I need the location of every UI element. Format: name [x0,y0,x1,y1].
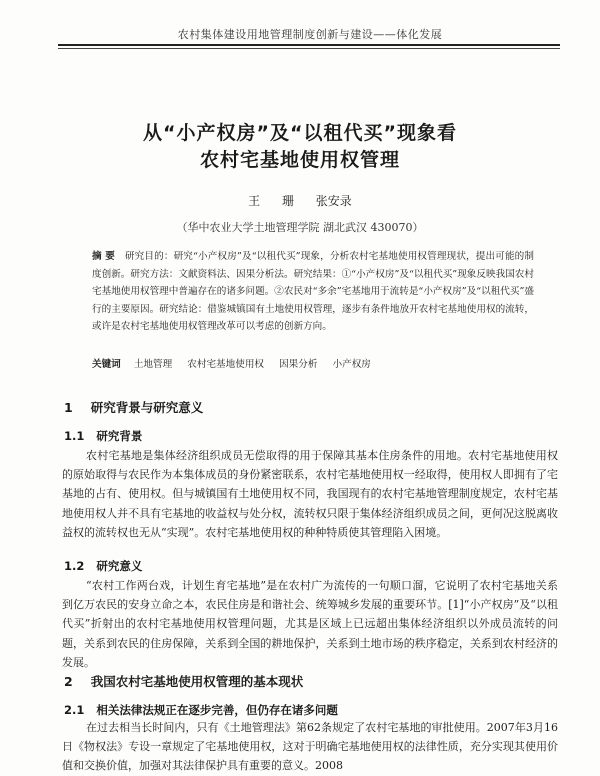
running-head: 农村集体建设用地管理制度创新与建设——体化发展 [177,28,443,41]
keyword: 因果分析 [279,359,318,370]
keywords [92,356,534,370]
affiliation: （华中农业大学土地管理学院 湖北武汉 430070） [176,221,424,234]
authors: 王 珊 张安录 [248,194,352,208]
section-title: 研究背景与研究意义 [90,400,204,415]
subsection-title: 研究意义 [96,559,143,573]
subsection-heading-1-1 [64,428,142,444]
subsection-number: 2.1 [64,703,85,717]
abstract-label: 摘 要 [92,251,115,262]
subsection-number: 1.2 [64,559,85,573]
paragraph-2-1: 在过去相当长时间内，只有《土地管理法》第62条规定了农村宅基地的审批使用。2007年3月16日《物权法》专设一章规定了宅基地使用权，这对于明确宅基地使用权的法律性质，充分实现其使用价值和交换价值，加强对其法律保护具有重要的意义。2008 [62,721,558,773]
section-heading-1 [64,398,203,416]
header-rule-thin [58,48,560,49]
section-number: 2 [64,674,73,689]
section-title: 我国农村宅基地使用权管理的基本现状 [90,674,304,689]
subsection-title: 相关法律法规正在逐步完善，但仍存在诸多问题 [96,703,338,717]
subsection-title: 研究背景 [96,429,143,443]
paper-title-line1: 从“小产权房”及“以租代买”现象看 [143,122,457,144]
header-rule [58,44,560,46]
subsection-heading-2-1 [64,702,338,718]
abstract [92,248,534,336]
abstract-text: 研究目的：研究“小产权房”及“以租代买”现象，分析农村宅基地使用权管理现状，提出可能的制度创新。研究方法：文献资料法、因果分析法。研究结果：①“小产权房”及“以租代买”现象反映我国农村宅基地使用权管理中普遍存在的诸多问题。②农民对“多余”宅基地用于流转是“小产权房”及“以租代买”盛行的主要原因。研究结论：借鉴城镇国有土地使用权管理，逐步有条件地放开农村宅基地使用权的流转，或许是农村宅基地使用权管理改革可以考虑的创新方向。 [92,251,535,332]
keyword: 小产权房 [332,359,371,370]
paragraph-1-1: 农村宅基地是集体经济组织成员无偿取得的用于保障其基本住房条件的用地。农村宅基地使用权的原始取得与农民作为本集体成员的身份紧密联系，农村宅基地使用权一经取得，使用权人即拥有了宅基地的占有、使用权。但与城镇国有土地使用权不同，我国现有的农村宅基地管理制度规定，农村宅基地使用权人并不具有宅基地的收益权与处分权，流转权只限于集体经济组织成员之间，更何况这脱离收益权的流转权也无从“实现”。农村宅基地使用权的种种特质使其管理陷入困境。 [62,449,558,539]
keywords-label: 关键词 [92,359,121,370]
keyword: 土地管理 [133,359,173,370]
section-heading-2 [64,672,303,690]
keyword: 农村宅基地使用权 [187,359,265,370]
subsection-number: 1.1 [64,429,85,443]
paper-title-line2: 农村宅基地使用权管理 [199,149,400,171]
paragraph-1-2: “农村工作两台戏，计划生育宅基地”是在农村广为流传的一句顺口溜，它说明了农村宅基地关系到亿万农民的安身立命之本，农民住房是和谐社会、统筹城乡发展的重要环节。[1]“小产权房”及“以租代买”折射出的农村宅基地使用权管理问题，尤其是区域上已远超出集体经济组织以外成员流转的问题，关系到农民的住房保障，关系到全国的耕地保护，关系到土地市场的秩序稳定，关系到农村经济的发展。 [62,579,558,669]
subsection-heading-1-2 [64,558,142,574]
section-number: 1 [64,400,73,415]
